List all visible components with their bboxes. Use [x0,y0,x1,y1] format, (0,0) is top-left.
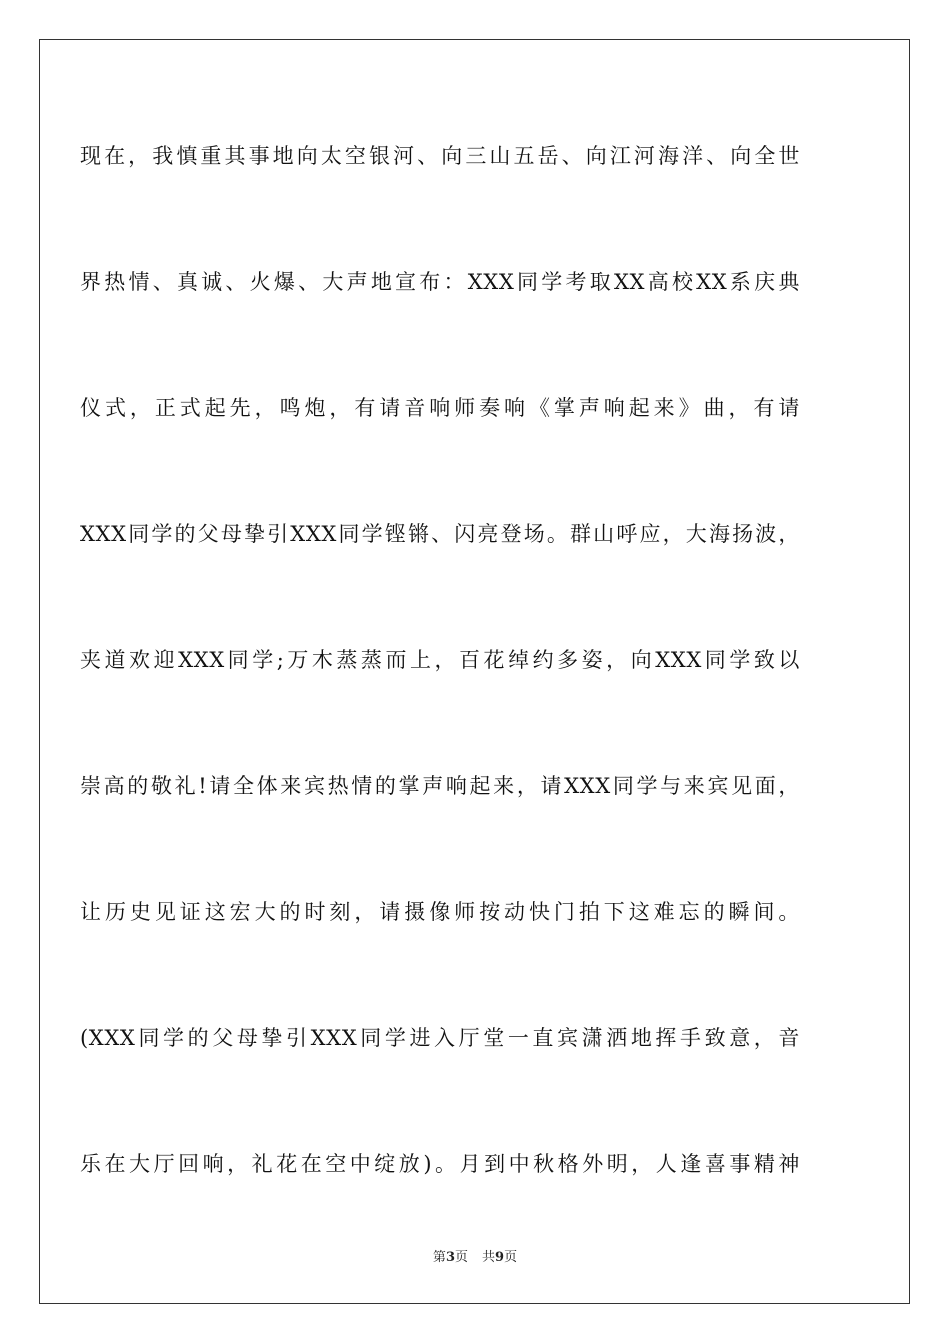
text-line-1: 现在，我慎重其事地向太空银河、向三山五岳、向江河海洋、向全世 [80,144,800,168]
text-line-5: 夹道欢迎XXX同学;万木蒸蒸而上，百花绰约多姿，向XXX同学致以 [80,648,800,672]
text-line-3: 仪式，正式起先，鸣炮，有请音响师奏响《掌声响起来》曲，有请 [80,396,800,420]
current-page-number: 3 [445,1250,455,1265]
text-line-2: 界热情、真诚、火爆、大声地宣布：XXX同学考取XX高校XX系庆典 [80,270,800,294]
page-prefix: 第 [432,1250,446,1265]
total-prefix: 共 [482,1250,496,1265]
document-body [80,126,800,1260]
total-suffix: 页 [504,1250,518,1265]
text-line-6: 崇高的敬礼!请全体来宾热情的掌声响起来，请XXX同学与来宾见面， [80,774,800,798]
text-line-4: XXX同学的父母挚引XXX同学铿锵、闪亮登场。群山呼应，大海扬波， [80,522,800,546]
page-number-footer [0,1246,950,1265]
total-page-number: 9 [495,1250,505,1265]
page-suffix: 页 [454,1250,468,1265]
text-line-8: (XXX同学的父母挚引XXX同学进入厅堂一直宾潇洒地挥手致意，音 [80,1026,800,1050]
text-line-9: 乐在大厅回响，礼花在空中绽放)。月到中秋格外明，人逢喜事精神 [80,1152,800,1176]
text-line-7: 让历史见证这宏大的时刻，请摄像师按动快门拍下这难忘的瞬间。 [80,900,800,924]
